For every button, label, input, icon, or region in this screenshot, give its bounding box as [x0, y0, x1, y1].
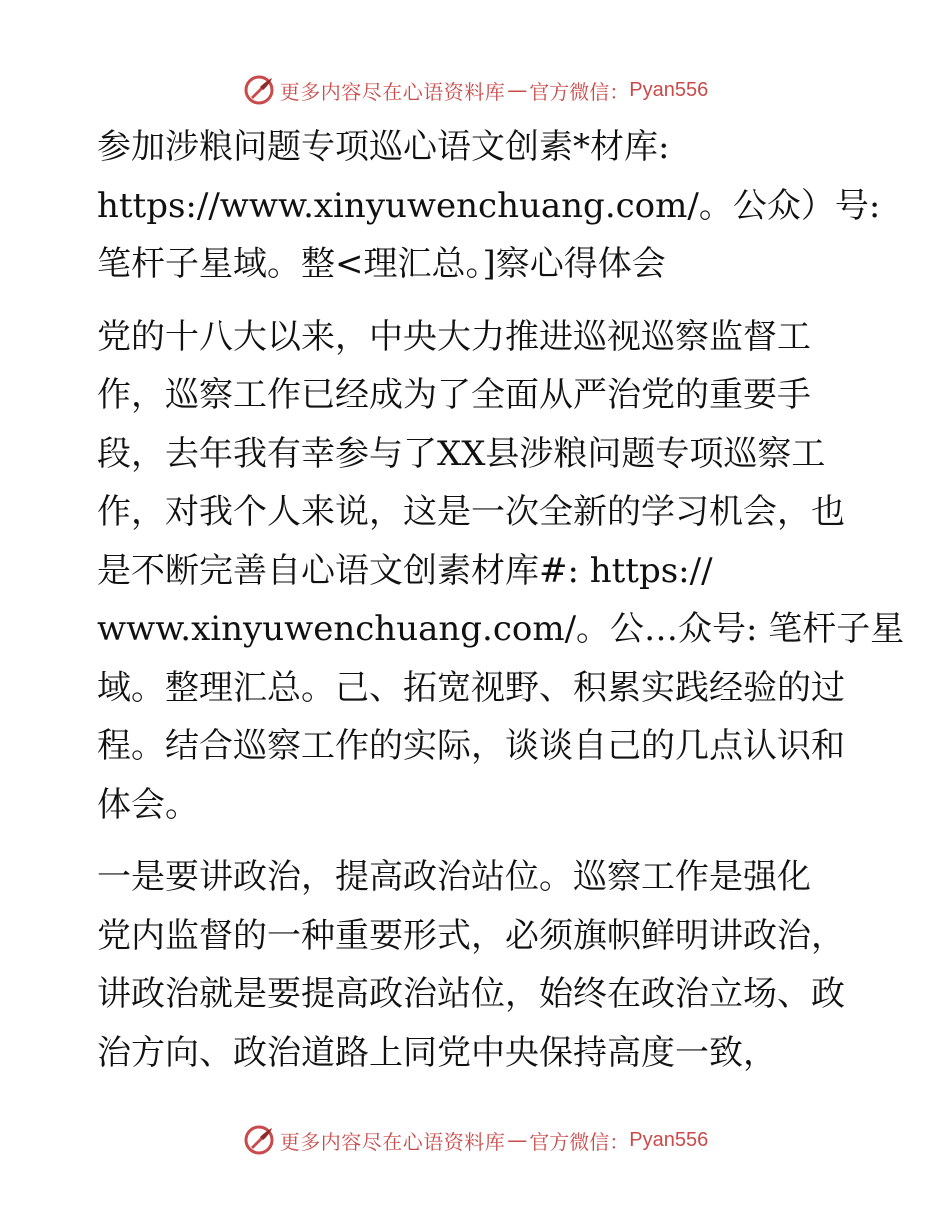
header-watermark-banner	[0, 70, 950, 110]
paragraph-title	[97, 118, 881, 294]
text-line: https://www.xinyuwenchuang.com/。公众）号:	[97, 185, 881, 226]
text-line: 讲政治就是要提高政治站位，始终在政治立场、政	[97, 974, 845, 1014]
text-line: 是不断完善自心语文创素材库#: https://	[97, 550, 713, 591]
footer-banner-contact: 官方微信：	[529, 1129, 630, 1154]
text-line: 党内监督的一种重要形式，必须旗帜鲜明讲政治，	[97, 915, 845, 956]
text-line: 作，巡察工作已经成为了全面从严治党的重要手	[97, 375, 811, 415]
footer-banner-wechat-id: Pyan556	[629, 1128, 709, 1151]
text-line: 一是要讲政治，提高政治站位。巡察工作是强化	[97, 857, 811, 897]
footer-watermark-banner	[0, 1120, 950, 1160]
paragraph-point-one	[97, 848, 857, 1082]
header-banner-separator: —	[507, 78, 528, 102]
document-body	[97, 118, 905, 1096]
footer-banner-separator: —	[507, 1128, 528, 1152]
header-banner-wechat-id: Pyan556	[629, 78, 709, 101]
header-banner-contact: 官方微信：	[529, 79, 630, 104]
text-line: 程。结合巡察工作的实际，谈谈自己的几点认识和	[97, 726, 845, 766]
text-line: 作，对我个人来说，这是一次全新的学习机会，也	[97, 492, 845, 532]
text-line: 治方向、政治道路上同党中央保持高度一致，	[97, 1032, 777, 1073]
quill-pen-logo-icon	[242, 73, 276, 107]
text-line: www.xinyuwenchuang.com/。公…众号: 笔杆子星	[97, 609, 905, 649]
text-line: 域。整理汇总。己、拓宽视野、积累实践经验的过	[97, 667, 845, 708]
header-banner-text: 更多内容尽在心语资料库	[279, 79, 506, 104]
text-line: 参加涉粮问题专项巡心语文创素*材库:	[97, 127, 670, 167]
quill-pen-logo-icon	[242, 1123, 276, 1157]
text-line: 段，去年我有幸参与了XX县涉粮问题专项巡察工	[97, 433, 826, 474]
paragraph-intro	[97, 308, 905, 835]
text-line: 笔杆子星域。整<理汇总。]察心得体会	[97, 244, 666, 284]
text-line: 党的十八大以来，中央大力推进巡视巡察监督工	[97, 316, 811, 357]
text-line: 体会。	[97, 784, 199, 825]
footer-banner-text: 更多内容尽在心语资料库	[279, 1129, 506, 1154]
